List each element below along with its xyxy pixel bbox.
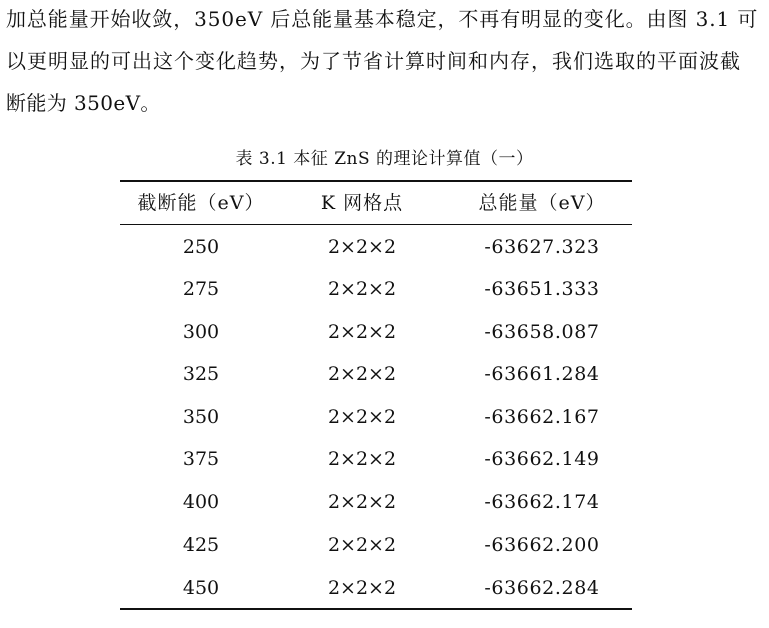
table-header-rule	[120, 224, 632, 225]
cell-cutoff: 375	[182, 448, 220, 470]
cell-energy: -63627.323	[484, 236, 600, 258]
cell-kgrid: 2×2×2	[327, 236, 397, 258]
table-top-rule	[120, 180, 632, 182]
table-header-row	[120, 188, 632, 218]
table-row	[120, 274, 632, 304]
table-row	[120, 530, 632, 560]
cell-kgrid: 2×2×2	[327, 321, 397, 343]
cell-cutoff: 450	[182, 577, 220, 599]
cell-energy: -63662.200	[484, 534, 600, 556]
paragraph-line: 以更明显的可出这个变化趋势，为了节省计算时间和内存，我们选取的平面波截	[6, 49, 741, 73]
table-bottom-rule	[120, 608, 632, 610]
cell-cutoff: 275	[182, 278, 220, 300]
table-row	[120, 317, 632, 347]
header-k-grid: K 网格点	[320, 192, 404, 214]
paragraph-line: 断能为 350eV。	[6, 91, 161, 115]
cell-energy: -63658.087	[484, 321, 600, 343]
header-total-energy: 总能量（eV）	[478, 192, 606, 214]
cell-energy: -63661.284	[484, 363, 600, 385]
cell-cutoff: 300	[182, 321, 220, 343]
cell-cutoff: 425	[182, 534, 220, 556]
table-row	[120, 232, 632, 262]
cell-energy: -63662.284	[484, 577, 600, 599]
cell-energy: -63662.167	[484, 406, 600, 428]
table-row	[120, 444, 632, 474]
cell-energy: -63662.174	[484, 491, 600, 513]
cell-cutoff: 325	[182, 363, 220, 385]
cell-kgrid: 2×2×2	[327, 577, 397, 599]
table-row	[120, 487, 632, 517]
cell-kgrid: 2×2×2	[327, 278, 397, 300]
cell-kgrid: 2×2×2	[327, 534, 397, 556]
cell-kgrid: 2×2×2	[327, 363, 397, 385]
cell-cutoff: 400	[182, 491, 220, 513]
table-row	[120, 573, 632, 603]
table-row	[120, 359, 632, 389]
cell-cutoff: 250	[182, 236, 220, 258]
table-row	[120, 402, 632, 432]
cell-kgrid: 2×2×2	[327, 406, 397, 428]
cell-kgrid: 2×2×2	[327, 448, 397, 470]
header-cutoff-energy: 截断能（eV）	[137, 192, 265, 214]
cell-kgrid: 2×2×2	[327, 491, 397, 513]
cell-energy: -63651.333	[484, 278, 600, 300]
cell-cutoff: 350	[182, 406, 220, 428]
cell-energy: -63662.149	[484, 448, 600, 470]
paragraph-line: 加总能量开始收敛，350eV 后总能量基本稳定，不再有明显的变化。由图 3.1 可	[6, 7, 759, 31]
table-caption: 表 3.1 本征 ZnS 的理论计算值（一）	[235, 149, 534, 169]
